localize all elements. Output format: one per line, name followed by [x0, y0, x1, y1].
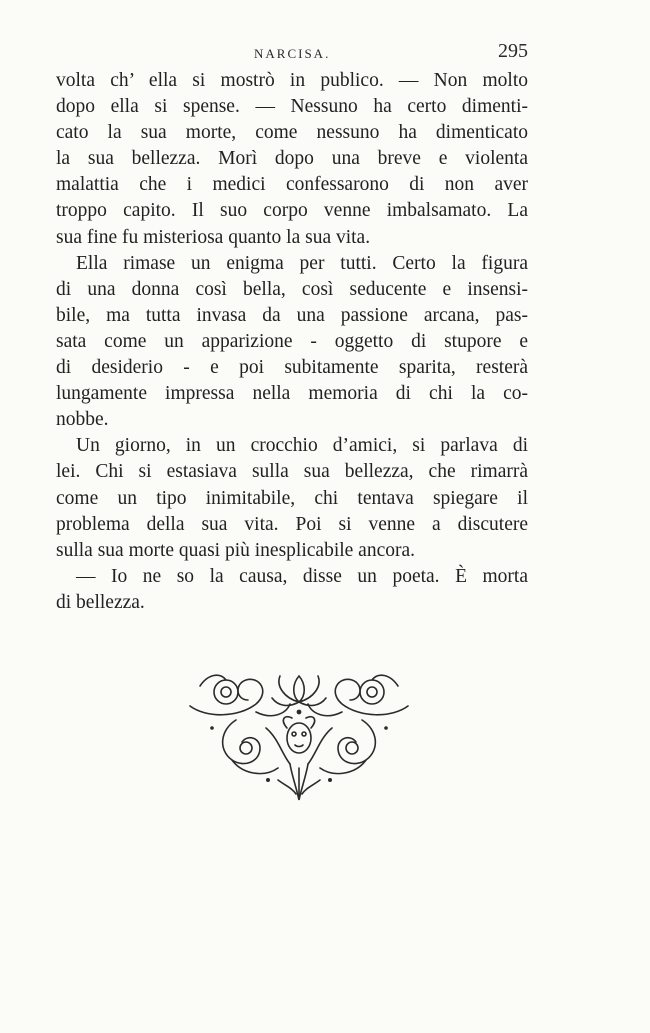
text-line: Un giorno, in un crocchio d’amici, si parlava di — [76, 435, 528, 457]
text-line: — Io ne so la causa, disse un poeta. È morta — [76, 565, 528, 587]
text-line: dopo ella si spense. — Nessuno ha certo dimenti- — [56, 96, 528, 118]
text-line: volta ch’ ella si mostrò in publico. — Non molto — [56, 70, 528, 91]
page-header — [56, 40, 528, 68]
text-line: lungamente impressa nella memoria di chi la co- — [56, 383, 528, 405]
paragraph-1 — [56, 68, 528, 251]
text-line: Ella rimase un enigma per tutti. Certo la figura — [76, 252, 528, 274]
page-number: 295 — [498, 40, 528, 62]
floral-ornament-icon — [186, 668, 412, 804]
text-line: di desiderio - e poi subitamente sparita, resterà — [56, 357, 528, 379]
text-line: cato la sua morte, come nessuno ha dimenticato — [56, 122, 528, 144]
body-text — [56, 68, 528, 616]
text-line: come un tipo inimitabile, chi tentava spiegare il — [56, 487, 528, 509]
text-line: la sua bellezza. Morì dopo una breve e violenta — [56, 148, 528, 170]
running-title: NARCISA. — [254, 46, 331, 61]
text-line: sua fine fu misteriosa quanto la sua vita. — [56, 226, 371, 248]
text-line: troppo capito. Il suo corpo venne imbalsamato. La — [56, 200, 528, 222]
text-line: nobbe. — [56, 409, 109, 431]
text-line: sulla sua morte quasi più inesplicabile ancora. — [56, 539, 416, 561]
paragraph-3 — [56, 433, 528, 563]
paragraph-4 — [56, 564, 528, 616]
text-line: lei. Chi si estasiava sulla sua bellezza, che rimarrà — [56, 461, 528, 483]
text-line: bile, ma tutta invasa da una passione arcana, pas- — [56, 304, 528, 326]
text-line: di bellezza. — [56, 591, 145, 613]
text-line: di una donna così bella, così seducente e insensi- — [56, 278, 528, 300]
text-line: sata come un apparizione - oggetto di stupore e — [56, 330, 528, 352]
paragraph-2 — [56, 251, 528, 434]
text-line: malattia che i medici confessarono di non aver — [56, 174, 528, 196]
text-line: problema della sua vita. Poi si venne a discutere — [56, 513, 528, 535]
